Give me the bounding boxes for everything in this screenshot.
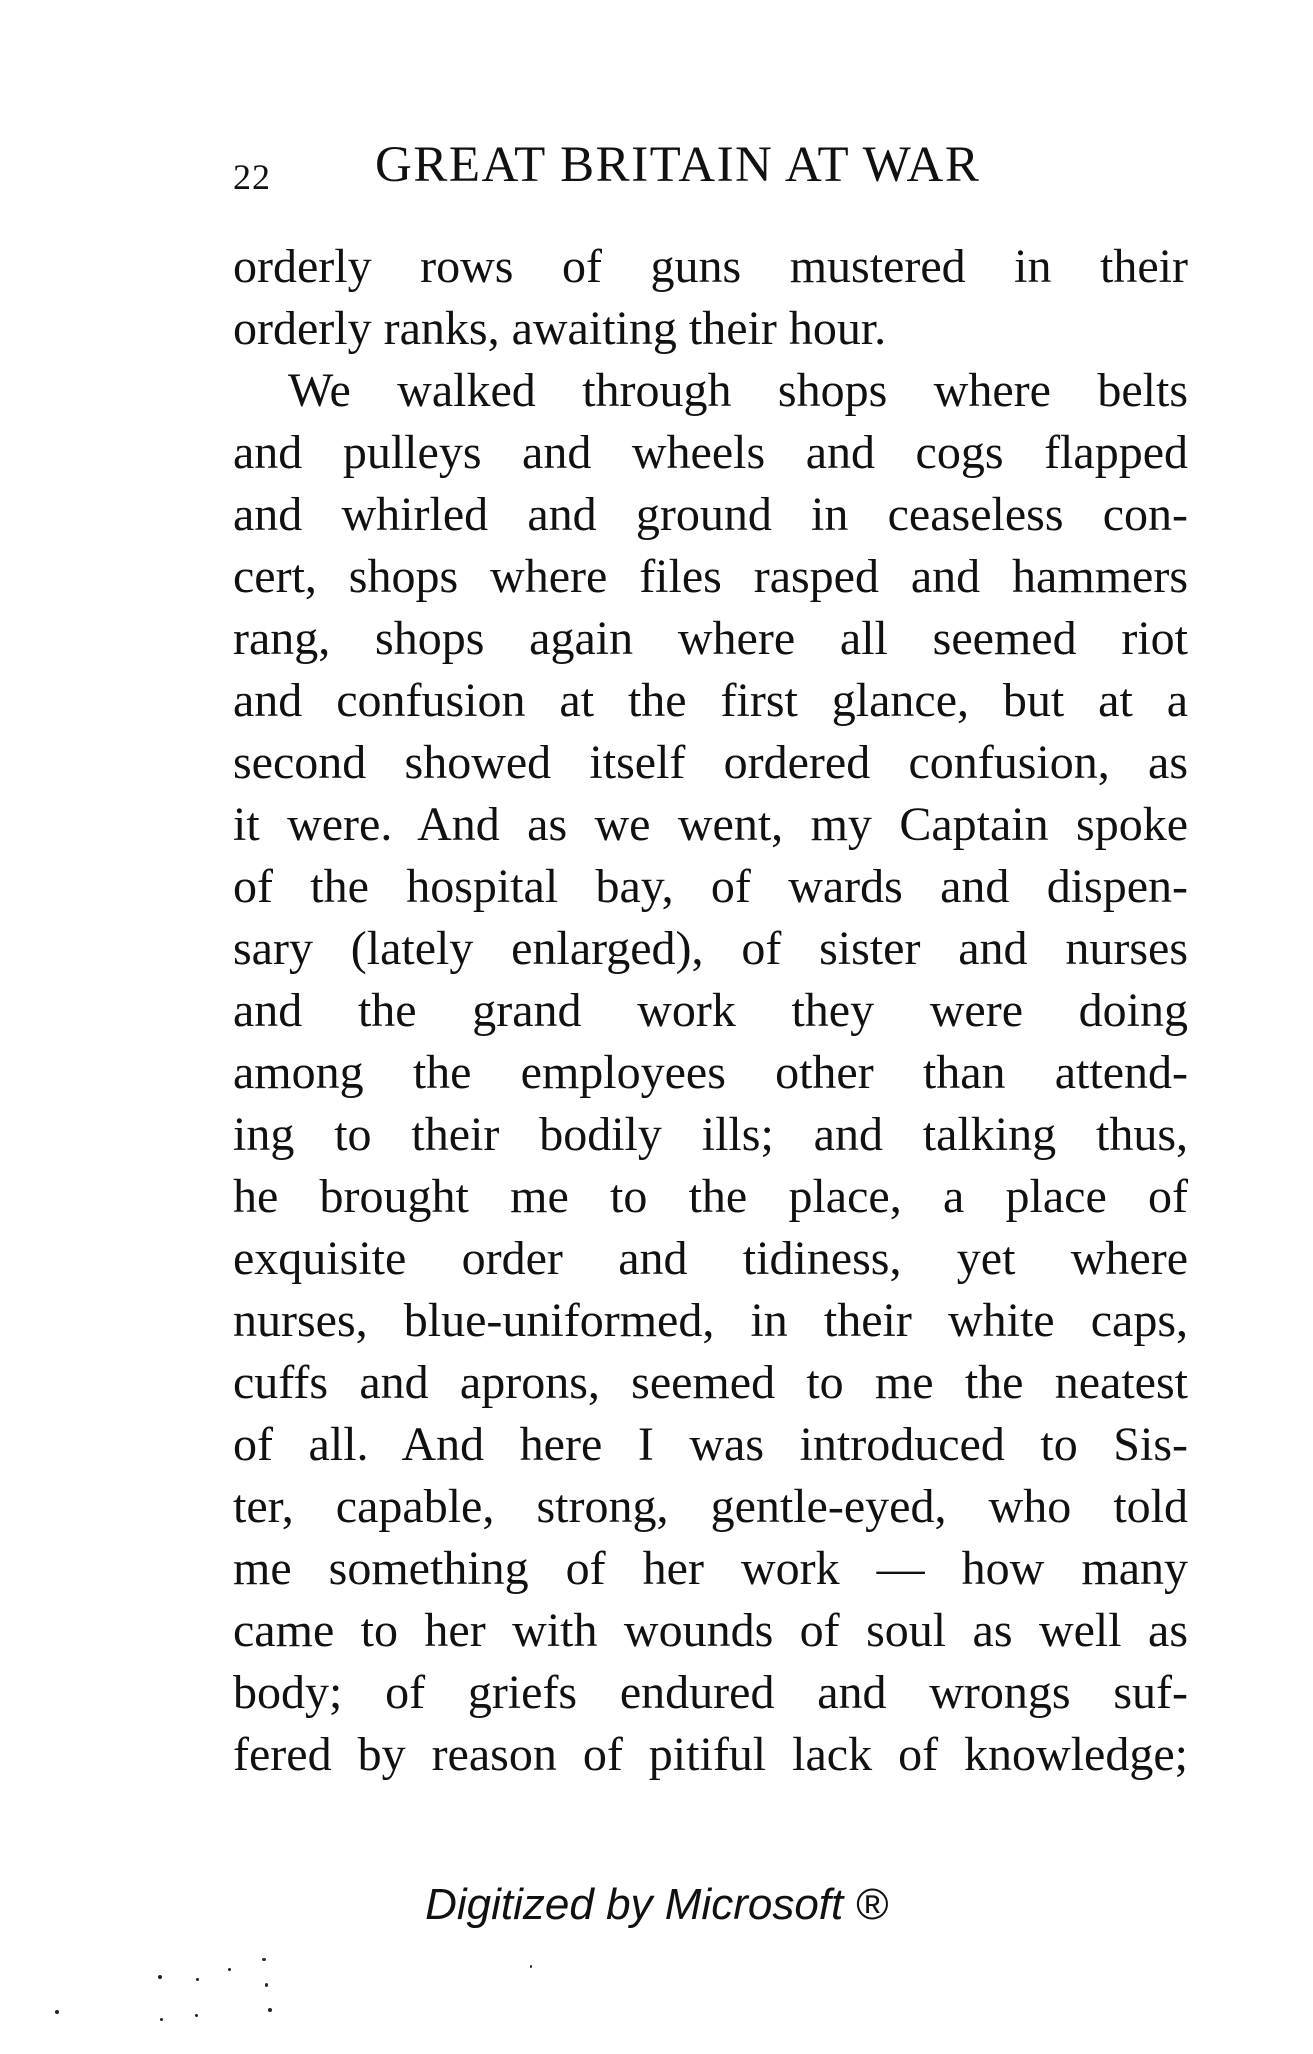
text-line: second showed itself ordered confusion, as [233, 736, 1188, 789]
text-line: exquisite order and tidiness, yet where [233, 1232, 1188, 1285]
text-line: We walked through shops where belts [288, 364, 1188, 417]
text-line: orderly ranks, awaiting their hour. [233, 302, 887, 355]
digitization-watermark: Digitized by Microsoft ® [425, 1880, 888, 1929]
scan-speck [160, 2018, 163, 2021]
scan-speck [262, 1958, 266, 1961]
text-line: it were. And as we went, my Captain spoke [233, 798, 1188, 851]
scan-speck [55, 2010, 59, 2014]
scan-speck [530, 1965, 532, 1968]
text-line: ing to their bodily ills; and talking thus, [233, 1108, 1188, 1161]
running-head [233, 136, 1193, 196]
text-line: ter, capable, strong, gentle-eyed, who told [233, 1480, 1188, 1533]
scan-speck [268, 2008, 272, 2012]
text-line: orderly rows of guns mustered in their [233, 240, 1188, 293]
text-line: came to her with wounds of soul as well as [233, 1604, 1188, 1657]
text-line: of all. And here I was introduced to Sis- [233, 1418, 1188, 1471]
body-text [233, 236, 1188, 1786]
page-number: 22 [233, 157, 271, 197]
text-line: nurses, blue-uniformed, in their white caps, [233, 1294, 1188, 1347]
text-line: cert, shops where files rasped and hammers [233, 550, 1188, 603]
text-line: and the grand work they were doing [233, 984, 1188, 1037]
scan-speck [196, 1978, 199, 1981]
scan-speck [228, 1968, 231, 1971]
scan-speck [265, 1983, 268, 1987]
running-title: GREAT BRITAIN AT WAR [375, 137, 981, 193]
text-line: sary (lately enlarged), of sister and nurses [233, 922, 1188, 975]
text-line: body; of griefs endured and wrongs suf- [233, 1666, 1188, 1719]
text-line: cuffs and aprons, seemed to me the neatest [233, 1356, 1188, 1409]
scan-speck [195, 2014, 198, 2017]
text-line: and confusion at the first glance, but at a [233, 674, 1188, 727]
text-line: me something of her work — how many [233, 1542, 1188, 1595]
text-line: rang, shops again where all seemed riot [233, 612, 1188, 665]
text-line: and whirled and ground in ceaseless con- [233, 488, 1188, 541]
text-line: he brought me to the place, a place of [233, 1170, 1188, 1223]
scan-speck [158, 1975, 162, 1979]
text-line: and pulleys and wheels and cogs flapped [233, 426, 1188, 479]
text-line: fered by reason of pitiful lack of knowledge; [233, 1728, 1188, 1781]
text-line: among the employees other than attend- [233, 1046, 1188, 1099]
text-line: of the hospital bay, of wards and dispen- [233, 860, 1188, 913]
